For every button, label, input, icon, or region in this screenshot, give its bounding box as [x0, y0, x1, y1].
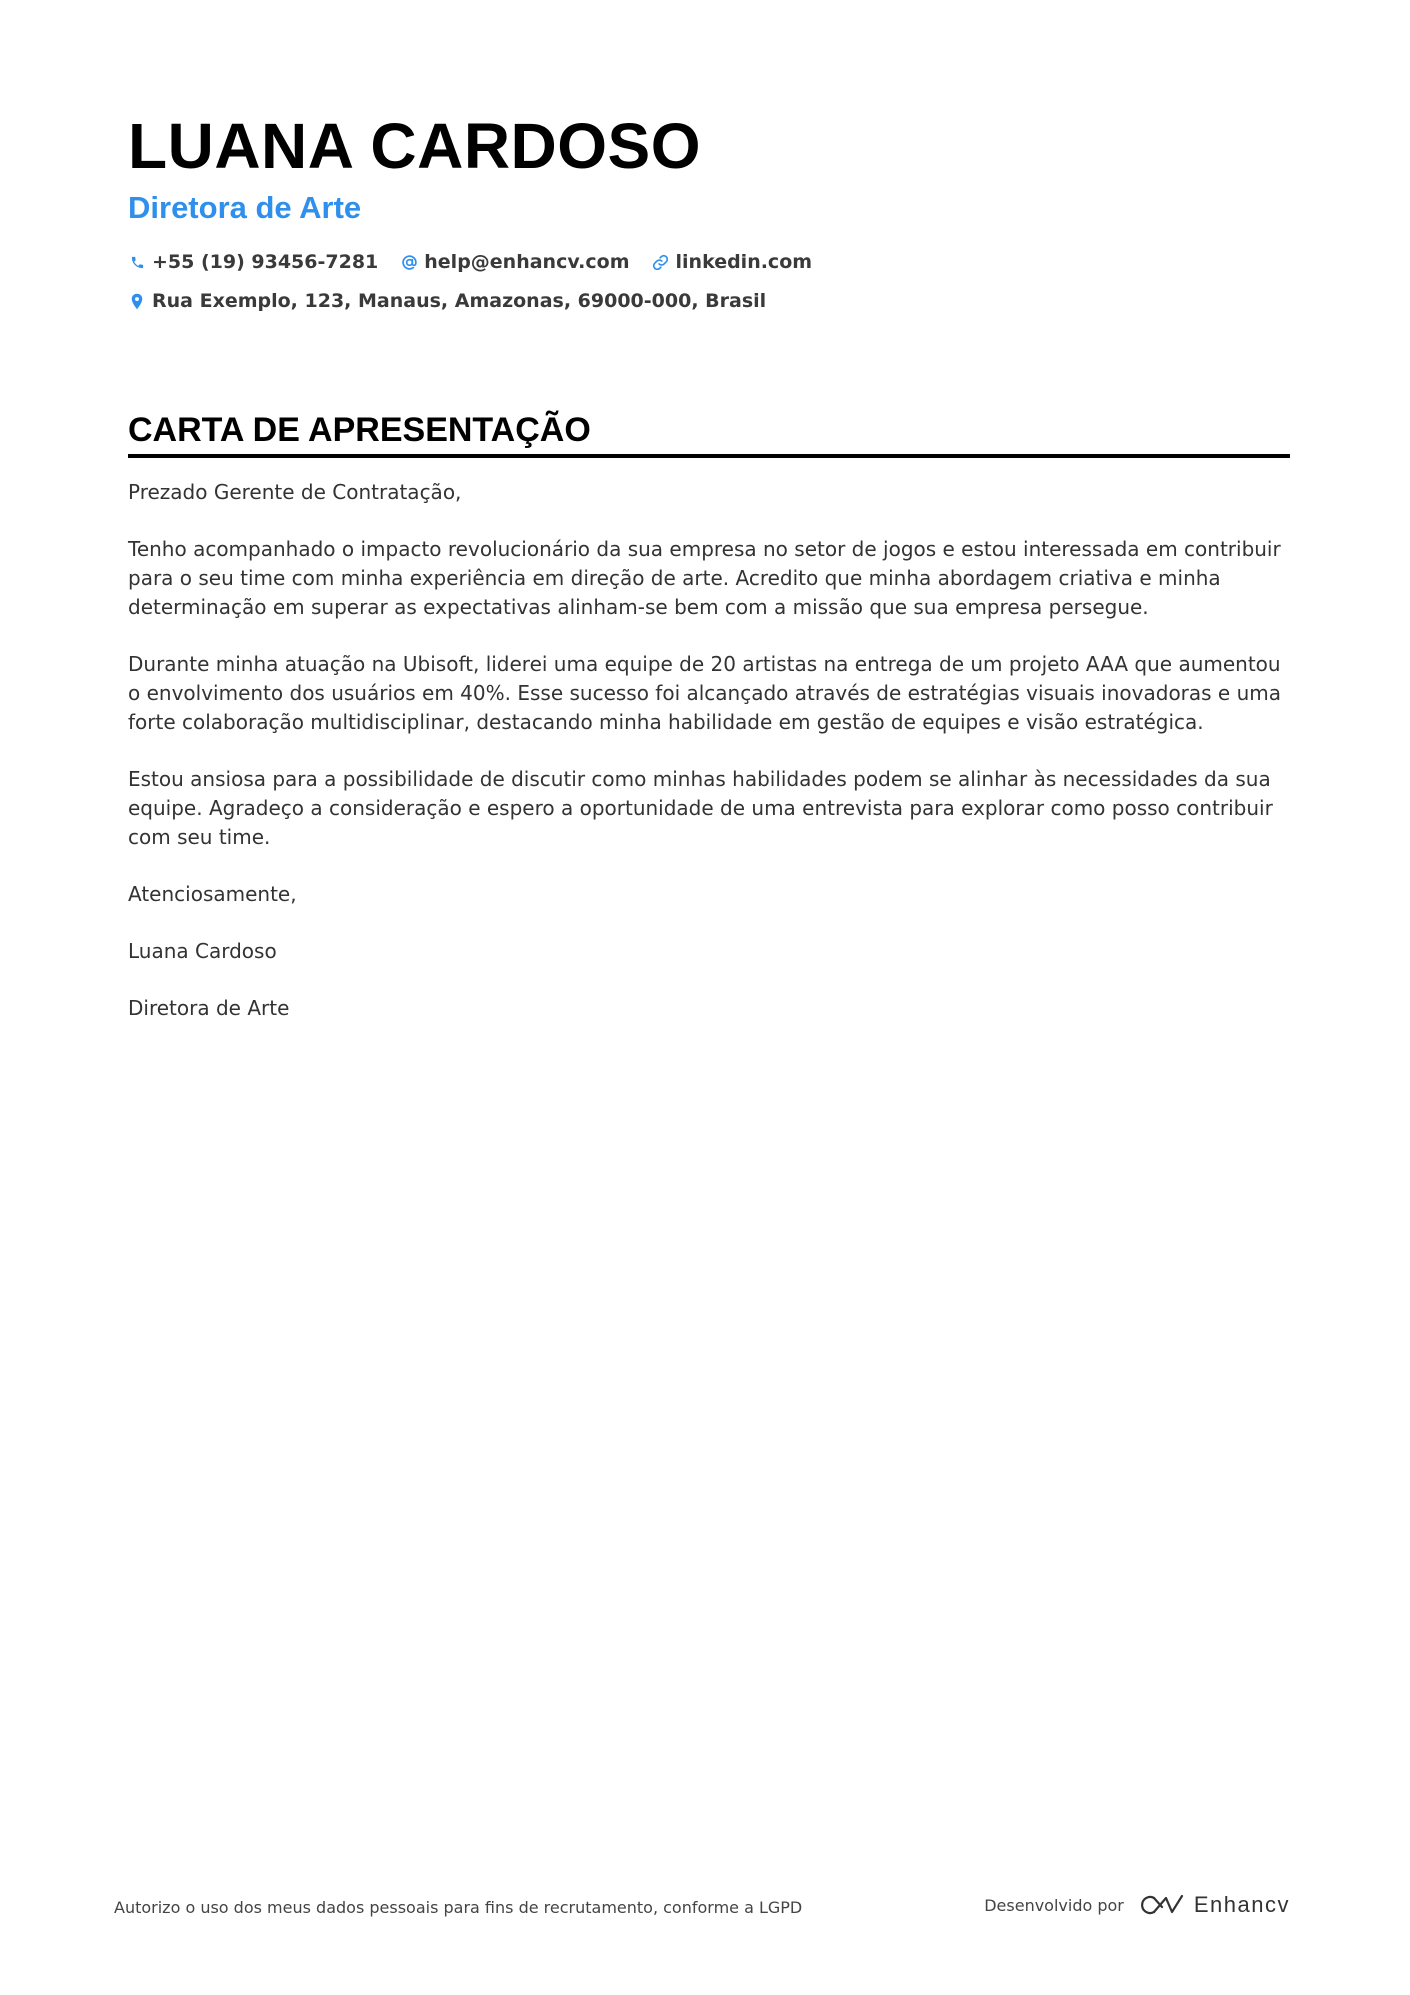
- applicant-name: LUANA CARDOSO: [128, 110, 701, 182]
- link-text[interactable]: linkedin.com: [675, 251, 813, 273]
- letter-paragraph: Durante minha atuação na Ubisoft, liderei uma equipe de 20 artistas na entrega de um projeto AAA que aumentou o envolvimento dos usuários em 40%. Esse sucesso foi alcançado através de estratégias visuais inovadoras e uma forte colaboração multidisciplinar, destacando minha habilidade em gestão de equipes e visão estratégica.: [128, 652, 1282, 734]
- letter-body: [128, 478, 1288, 1051]
- signature-name: Luana Cardoso: [128, 939, 277, 963]
- letter-paragraph: Estou ansiosa para a possibilidade de discutir como minhas habilidades podem se alinhar às necessidades da sua equipe. Agradeço a consideração e espero a oportunidade de uma entrevista para explorar como posso contribuir com seu time.: [128, 767, 1273, 849]
- section-header: [128, 410, 1290, 458]
- contact-link[interactable]: [652, 251, 813, 273]
- signature-title: Diretora de Arte: [128, 996, 290, 1020]
- link-icon: [652, 253, 670, 271]
- contact-row: [128, 248, 1288, 276]
- letter-paragraph: Tenho acompanhado o impacto revolucionário da sua empresa no setor de jogos e estou interessada em contribuir para o seu time com minha experiência em direção de arte. Acredito que minha abordagem criativa e minha determinação em superar as expectativas alinham-se bem com a missão que sua empresa persegue.: [128, 537, 1281, 619]
- section-title: CARTA DE APRESENTAÇÃO: [128, 411, 591, 449]
- contact-email[interactable]: [400, 251, 629, 273]
- section-divider: [128, 454, 1290, 458]
- phone-icon: [128, 253, 146, 271]
- letter-closing: Atenciosamente,: [128, 882, 297, 906]
- phone-text: +55 (19) 93456-7281: [152, 251, 379, 273]
- address-text: Rua Exemplo, 123, Manaus, Amazonas, 69000-000, Brasil: [152, 290, 767, 312]
- address-row: [128, 287, 1288, 315]
- consent-text: Autorizo o uso dos meus dados pessoais para fins de recrutamento, conforme a LGPD: [114, 1898, 803, 1917]
- powered-by[interactable]: [984, 1888, 1290, 1922]
- email-text[interactable]: help@enhancv.com: [424, 251, 630, 273]
- brand-name: Enhancv: [1193, 1892, 1290, 1917]
- letter-greeting: Prezado Gerente de Contratação,: [128, 480, 462, 504]
- page-footer: [114, 1888, 1290, 1922]
- letter-header: [128, 108, 1288, 315]
- powered-by-label: Desenvolvido por: [984, 1895, 1124, 1915]
- contact-phone: [128, 251, 378, 273]
- map-pin-icon: [128, 292, 146, 310]
- at-icon: [400, 253, 418, 271]
- enhancv-logo-icon: [1136, 1891, 1184, 1919]
- applicant-title: Diretora de Arte: [128, 190, 362, 225]
- contact-address: [128, 290, 766, 312]
